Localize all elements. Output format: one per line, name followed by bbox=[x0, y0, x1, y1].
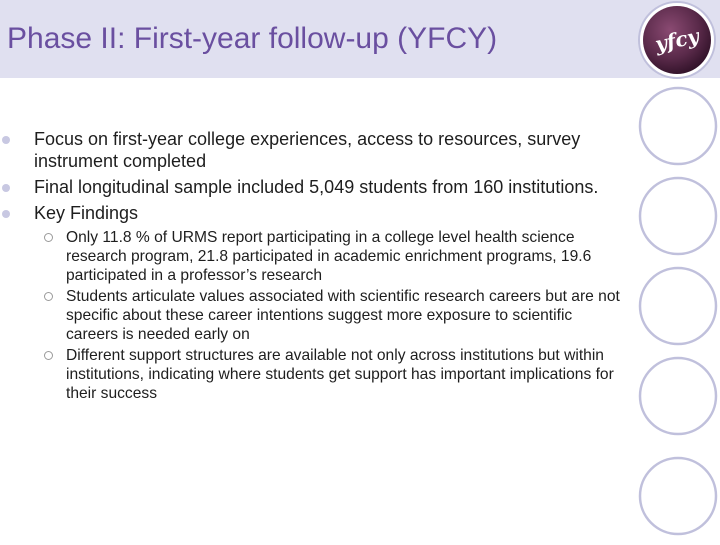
yfcy-logo bbox=[634, 0, 720, 80]
sub-bullet-item bbox=[66, 228, 624, 285]
ring-5 bbox=[640, 458, 716, 534]
bullet-dot-icon bbox=[2, 210, 10, 218]
sub-bullet-item bbox=[66, 287, 624, 344]
sub-bullet-ring-icon bbox=[44, 351, 53, 360]
yfcy-logo-graphic bbox=[634, 0, 720, 80]
bullet-text: Key Findings bbox=[34, 203, 139, 223]
ring-1 bbox=[640, 88, 716, 164]
slide-content bbox=[34, 128, 624, 405]
sub-bullet-text: Different support structures are available not only across institutions but within institutions, indicating where students get support has important implications for their success bbox=[66, 347, 614, 402]
bullet-text: Final longitudinal sample included 5,049 students from 160 institutions. bbox=[34, 177, 599, 197]
decorative-rings bbox=[630, 78, 720, 540]
bullet-item bbox=[34, 128, 624, 172]
bullet-item bbox=[34, 176, 624, 198]
bullet-item bbox=[34, 202, 624, 224]
ring-2 bbox=[640, 178, 716, 254]
sub-bullet-item bbox=[66, 346, 624, 403]
sub-bullet-text: Students articulate values associated with scientific research careers but are not specific about these career intentions suggest more exposure to scientific careers is needed early on bbox=[66, 288, 620, 343]
bullet-text: Focus on first-year college experiences, access to resources, survey instrument completed bbox=[34, 129, 581, 171]
sub-bullet-ring-icon bbox=[44, 292, 53, 301]
sub-bullet-ring-icon bbox=[44, 233, 53, 242]
ring-3 bbox=[640, 268, 716, 344]
slide-title: Phase II: First-year follow-up (YFCY) bbox=[7, 22, 498, 55]
bullet-dot-icon bbox=[2, 184, 10, 192]
bullet-dot-icon bbox=[2, 136, 10, 144]
sub-bullet-list bbox=[34, 228, 624, 403]
logo-text: yfcy bbox=[652, 23, 702, 57]
sub-bullet-text: Only 11.8 % of URMS report participating in a college level health science research program, 21.8 participated in academic enrichment programs, 19.6 participated in a professor’s research bbox=[66, 229, 592, 284]
ring-4 bbox=[640, 358, 716, 434]
